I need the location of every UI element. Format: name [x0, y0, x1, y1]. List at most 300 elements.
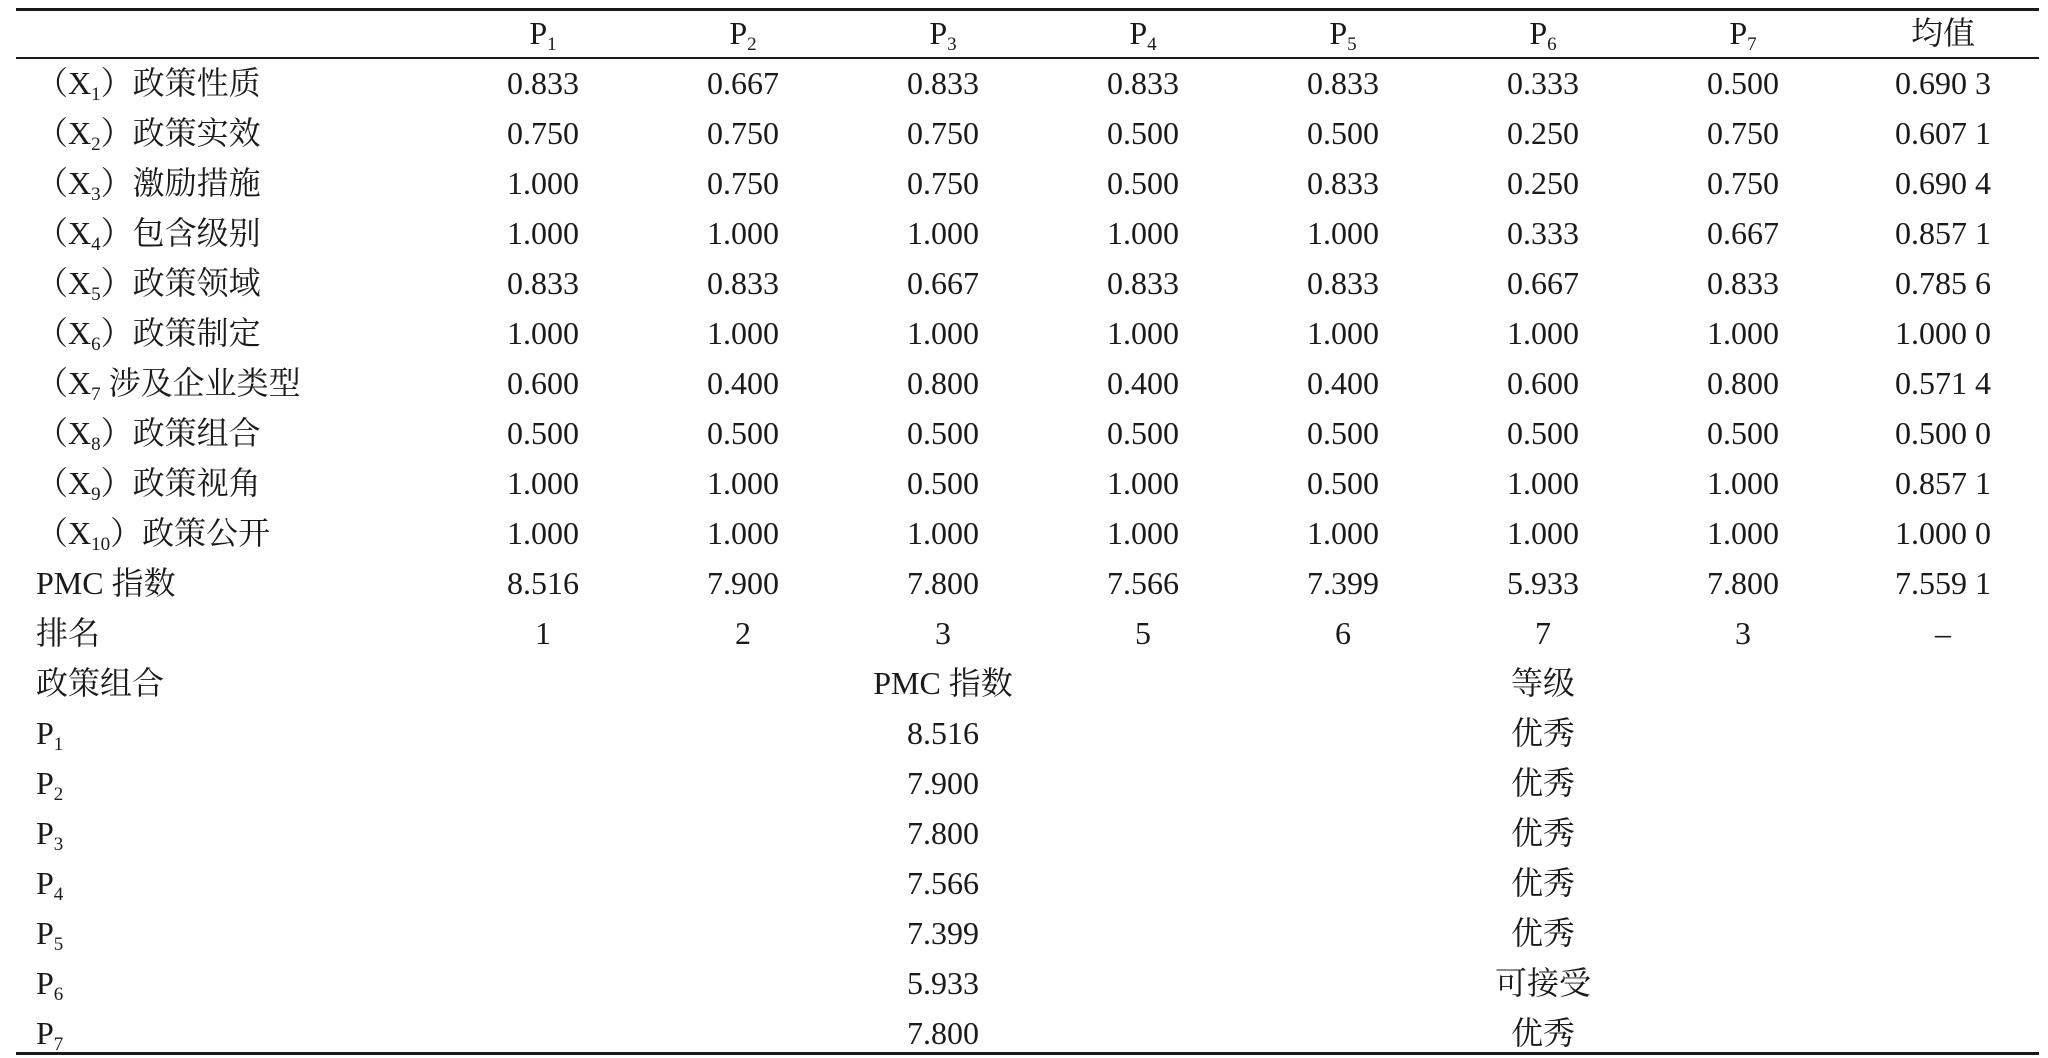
cell-text: 7.399 — [907, 915, 979, 951]
cell-text: 1.000 — [1707, 465, 1779, 501]
table-cell — [1707, 108, 1779, 158]
cell-text: 优秀 — [1510, 915, 1576, 951]
table-row — [0, 308, 2048, 358]
table-cell — [507, 408, 579, 458]
cell-text: 0.333 — [1507, 65, 1579, 101]
table-cell — [707, 408, 779, 458]
cell-text: 0.857 1 — [1895, 465, 1991, 501]
cell-text: 0.500 — [507, 415, 579, 451]
table-cell — [1707, 508, 1779, 558]
cell-text: 0.833 — [1707, 265, 1779, 301]
table-cell — [507, 558, 579, 608]
table-cell — [507, 508, 579, 558]
cell-text: 8.516 — [907, 715, 979, 751]
table-cell — [1107, 58, 1179, 108]
cell-text: 0.750 — [507, 115, 579, 151]
table-cell — [1307, 158, 1379, 208]
table-cell — [1507, 558, 1579, 608]
cell-text: 0.833 — [1107, 65, 1179, 101]
cell-text: ）包含级别 — [100, 215, 261, 251]
table-cell — [535, 608, 551, 658]
cell-text: 1.000 — [507, 315, 579, 351]
row-label — [36, 208, 261, 258]
cell-text: （X — [36, 165, 92, 201]
cell-text: 0.833 — [507, 265, 579, 301]
cell-text: 0.500 0 — [1895, 415, 1991, 451]
table-cell — [907, 108, 979, 158]
cell-text: 1.000 — [1307, 315, 1379, 351]
cell-text: P — [1129, 15, 1148, 51]
grade-policy — [36, 808, 63, 858]
cell-text: P — [36, 815, 54, 851]
row-label — [36, 158, 261, 208]
grade-policy — [36, 1008, 63, 1058]
table-cell — [707, 258, 779, 308]
table-cell — [1507, 58, 1579, 108]
cell-text: 0.690 3 — [1895, 65, 1991, 101]
cell-text: 0.833 — [1107, 265, 1179, 301]
table-row — [0, 608, 2048, 658]
table-cell — [1707, 358, 1779, 408]
grade-policy — [36, 858, 63, 908]
table-cell — [1895, 458, 1991, 508]
cell-text: 0.833 — [507, 65, 579, 101]
cell-text: 7.900 — [907, 765, 979, 801]
cell-text: 0.833 — [907, 65, 979, 101]
table-cell — [707, 558, 779, 608]
table-cell — [907, 408, 979, 458]
cell-text: ）政策公开 — [110, 515, 271, 551]
subscript: 5 — [1347, 34, 1357, 55]
table-row — [0, 458, 2048, 508]
cell-text: （X — [36, 365, 92, 401]
table-cell — [907, 258, 979, 308]
table-cell — [1895, 258, 1991, 308]
cell-text: 0.750 — [707, 115, 779, 151]
subscript: 1 — [91, 84, 101, 105]
grade-header-pmc — [873, 658, 1013, 708]
subscript: 2 — [91, 134, 101, 155]
row-label — [36, 458, 261, 508]
table-cell — [1535, 608, 1551, 658]
cell-text: 1.000 — [707, 215, 779, 251]
grade-level — [1511, 708, 1575, 758]
grade-row — [0, 858, 2048, 908]
cell-text: ）政策领域 — [100, 265, 261, 301]
row-label — [36, 558, 176, 608]
grade-pmc — [907, 808, 979, 858]
cell-text: （X — [36, 215, 92, 251]
table-row — [0, 508, 2048, 558]
cell-text: 0.500 — [1307, 465, 1379, 501]
cell-text: 等级 — [1510, 665, 1576, 701]
cell-text: 1.000 — [507, 165, 579, 201]
grade-level — [1511, 858, 1575, 908]
table-cell — [507, 258, 579, 308]
table-cell — [507, 308, 579, 358]
cell-text: P — [1729, 15, 1748, 51]
subscript: 8 — [91, 434, 101, 455]
cell-text: 优秀 — [1510, 815, 1576, 851]
table-cell — [507, 458, 579, 508]
table-cell — [1107, 158, 1179, 208]
cell-text: 0.833 — [1307, 165, 1379, 201]
cell-text: 0.500 — [1107, 165, 1179, 201]
cell-text: 0.667 — [907, 265, 979, 301]
table-cell — [707, 58, 779, 108]
cell-text: P — [1329, 15, 1348, 51]
grade-pmc — [907, 858, 979, 908]
cell-text: 7.900 — [707, 565, 779, 601]
grade-level — [1511, 808, 1575, 858]
cell-text: 1.000 0 — [1895, 515, 1991, 551]
cell-text: 1.000 — [1307, 215, 1379, 251]
cell-text: 0.333 — [1507, 215, 1579, 251]
cell-text: 0.667 — [1507, 265, 1579, 301]
table-cell — [907, 508, 979, 558]
table-cell — [907, 308, 979, 358]
subscript: 7 — [91, 384, 101, 405]
cell-text: 1.000 — [907, 215, 979, 251]
cell-text: 1.000 — [907, 515, 979, 551]
row-label — [36, 508, 270, 558]
table-cell — [1307, 58, 1379, 108]
table-cell — [1507, 108, 1579, 158]
table-row — [0, 408, 2048, 458]
cell-text: 可接受 — [1494, 965, 1592, 1001]
grade-row — [0, 958, 2048, 1008]
table-cell — [1507, 208, 1579, 258]
cell-text: （X — [36, 465, 92, 501]
cell-text: 7.566 — [907, 865, 979, 901]
cell-text: 0.400 — [707, 365, 779, 401]
cell-text: 0.250 — [1507, 165, 1579, 201]
subscript: 1 — [53, 734, 64, 755]
cell-text: PMC 指数 — [36, 565, 176, 601]
table-cell — [1707, 408, 1779, 458]
cell-text: 0.750 — [907, 115, 979, 151]
cell-text: 3 — [935, 615, 951, 651]
cell-text: 0.785 6 — [1895, 265, 1991, 301]
column-header — [1329, 8, 1356, 58]
cell-text: ）政策实效 — [100, 115, 261, 151]
grade-level — [1495, 958, 1591, 1008]
table-cell — [507, 58, 579, 108]
table-cell — [735, 608, 751, 658]
cell-text: 1.000 0 — [1895, 315, 1991, 351]
row-label — [36, 358, 301, 408]
table-cell — [1707, 308, 1779, 358]
subscript: 5 — [53, 934, 64, 955]
cell-text: 1.000 — [1507, 315, 1579, 351]
cell-text: 1.000 — [1107, 215, 1179, 251]
cell-text: P — [36, 715, 54, 751]
cell-text: 0.400 — [1107, 365, 1179, 401]
cell-text: ）政策性质 — [100, 65, 261, 101]
cell-text: P — [36, 765, 54, 801]
cell-text: 0.500 — [1507, 415, 1579, 451]
column-header — [1911, 8, 1975, 58]
cell-text: 3 — [1735, 615, 1751, 651]
table-cell — [1307, 108, 1379, 158]
cell-text: P — [36, 865, 54, 901]
table-cell — [507, 358, 579, 408]
cell-text: 7.800 — [907, 815, 979, 851]
cell-text: P — [929, 15, 948, 51]
cell-text: P — [36, 1015, 54, 1051]
cell-text: 1.000 — [707, 315, 779, 351]
cell-text: 0.500 — [1307, 115, 1379, 151]
table-cell — [1335, 608, 1351, 658]
cell-text: （X — [36, 65, 92, 101]
table-cell — [707, 458, 779, 508]
table-row — [0, 58, 2048, 108]
cell-text: 0.690 4 — [1895, 165, 1991, 201]
column-header — [1129, 8, 1156, 58]
table-cell — [1107, 508, 1179, 558]
table-cell — [1307, 358, 1379, 408]
table-cell — [1507, 258, 1579, 308]
grade-row — [0, 1008, 2048, 1058]
table-cell — [1707, 58, 1779, 108]
table-cell — [1107, 358, 1179, 408]
cell-text: 均值 — [1910, 15, 1976, 51]
table-row — [0, 558, 2048, 608]
cell-text: ）政策制定 — [100, 315, 261, 351]
subscript: 7 — [1747, 34, 1757, 55]
table-row — [0, 258, 2048, 308]
table-cell — [1107, 108, 1179, 158]
subscript: 3 — [947, 34, 957, 55]
cell-text: （X — [36, 515, 92, 551]
cell-text: 2 — [735, 615, 751, 651]
cell-text: 1.000 — [507, 215, 579, 251]
cell-text: 7.559 1 — [1895, 565, 1991, 601]
cell-text: – — [1935, 615, 1951, 651]
cell-text: 1.000 — [707, 515, 779, 551]
cell-text: 0.571 4 — [1895, 365, 1991, 401]
cell-text: 0.500 — [907, 465, 979, 501]
table-cell — [1507, 408, 1579, 458]
table-cell — [907, 458, 979, 508]
cell-text: 优秀 — [1510, 715, 1576, 751]
row-label — [36, 58, 261, 108]
row-label — [36, 308, 261, 358]
table-cell — [1307, 308, 1379, 358]
column-header — [929, 8, 956, 58]
table-cell — [1707, 458, 1779, 508]
cell-text: 7.800 — [1707, 565, 1779, 601]
table-cell — [1107, 408, 1179, 458]
cell-text: 7 — [1535, 615, 1551, 651]
subscript: 4 — [91, 234, 101, 255]
cell-text: 0.600 — [507, 365, 579, 401]
table-cell — [907, 358, 979, 408]
grade-pmc — [907, 1008, 979, 1058]
table-cell — [1895, 558, 1991, 608]
table-cell — [907, 558, 979, 608]
cell-text: 1.000 — [1507, 465, 1579, 501]
cell-text: 0.400 — [1307, 365, 1379, 401]
cell-text: 0.750 — [1707, 165, 1779, 201]
grade-row — [0, 808, 2048, 858]
subscript: 4 — [53, 884, 64, 905]
cell-text: ）政策组合 — [100, 415, 261, 451]
cell-text: 0.833 — [707, 265, 779, 301]
cell-text: 0.833 — [1307, 65, 1379, 101]
table-cell — [1895, 408, 1991, 458]
cell-text: 1.000 — [1107, 315, 1179, 351]
subscript: 9 — [91, 484, 101, 505]
cell-text: 0.500 — [1107, 115, 1179, 151]
row-label — [36, 258, 261, 308]
grade-pmc — [907, 958, 979, 1008]
table-cell — [507, 108, 579, 158]
cell-text: P — [529, 15, 548, 51]
table-cell — [1135, 608, 1151, 658]
table-cell — [1707, 208, 1779, 258]
cell-text: P — [36, 965, 54, 1001]
cell-text: 0.500 — [1307, 415, 1379, 451]
table-cell — [1107, 458, 1179, 508]
grade-pmc — [907, 708, 979, 758]
subscript: 6 — [91, 334, 101, 355]
table-cell — [707, 208, 779, 258]
table-row — [0, 358, 2048, 408]
table-cell — [1895, 58, 1991, 108]
cell-text: 0.750 — [707, 165, 779, 201]
cell-text: 涉及企业类型 — [100, 365, 301, 401]
cell-text: 0.800 — [907, 365, 979, 401]
subscript: 3 — [53, 834, 64, 855]
table-cell — [935, 608, 951, 658]
table-cell — [1895, 208, 1991, 258]
table-cell — [1895, 308, 1991, 358]
table-cell — [1935, 608, 1951, 658]
cell-text: 1 — [535, 615, 551, 651]
cell-text: 优秀 — [1510, 865, 1576, 901]
cell-text: 0.500 — [707, 415, 779, 451]
table-cell — [1507, 458, 1579, 508]
cell-text: P — [1529, 15, 1548, 51]
subscript: 6 — [53, 984, 64, 1005]
table-cell — [1507, 358, 1579, 408]
cell-text: ）政策视角 — [100, 465, 261, 501]
cell-text: 1.000 — [1107, 515, 1179, 551]
table-row — [0, 108, 2048, 158]
cell-text: 排名 — [36, 615, 101, 651]
cell-text: （X — [36, 415, 92, 451]
table-cell — [907, 58, 979, 108]
subscript: 2 — [747, 34, 757, 55]
cell-text: 5 — [1135, 615, 1151, 651]
cell-text: P — [36, 915, 54, 951]
table-cell — [1107, 258, 1179, 308]
cell-text: （X — [36, 265, 92, 301]
table-cell — [1895, 358, 1991, 408]
cell-text: 1.000 — [707, 465, 779, 501]
table-cell — [707, 308, 779, 358]
table-cell — [1307, 208, 1379, 258]
cell-text: （X — [36, 115, 92, 151]
table-cell — [1507, 308, 1579, 358]
cell-text: 8.516 — [507, 565, 579, 601]
cell-text: 7.800 — [907, 1015, 979, 1051]
cell-text: 0.500 — [1707, 415, 1779, 451]
cell-text: 0.500 — [1707, 65, 1779, 101]
grade-level — [1511, 908, 1575, 958]
cell-text: 0.667 — [707, 65, 779, 101]
subscript: 6 — [1547, 34, 1557, 55]
subscript: 4 — [1147, 34, 1157, 55]
grade-header-policy — [36, 658, 164, 708]
cell-text: 优秀 — [1510, 765, 1576, 801]
grade-row — [0, 908, 2048, 958]
cell-text: 0.857 1 — [1895, 215, 1991, 251]
cell-text: 0.800 — [1707, 365, 1779, 401]
cell-text: 0.500 — [907, 415, 979, 451]
grade-level — [1511, 1008, 1575, 1058]
cell-text: 1.000 — [1307, 515, 1379, 551]
cell-text: 5.933 — [907, 965, 979, 1001]
table-cell — [1307, 458, 1379, 508]
cell-text: 0.833 — [1307, 265, 1379, 301]
table-cell — [1107, 558, 1179, 608]
subscript: 5 — [91, 284, 101, 305]
cell-text: 优秀 — [1510, 1015, 1576, 1051]
cell-text: 1.000 — [1107, 465, 1179, 501]
cell-text: （X — [36, 315, 92, 351]
table-cell — [707, 158, 779, 208]
cell-text: PMC 指数 — [873, 665, 1013, 701]
grade-pmc — [907, 908, 979, 958]
table-row — [0, 158, 2048, 208]
cell-text: P — [729, 15, 748, 51]
column-header — [529, 8, 556, 58]
cell-text: 7.800 — [907, 565, 979, 601]
subscript: 3 — [91, 184, 101, 205]
table-cell — [707, 508, 779, 558]
table-cell — [1707, 158, 1779, 208]
table-cell — [1707, 558, 1779, 608]
cell-text: 0.667 — [1707, 215, 1779, 251]
grade-policy — [36, 708, 63, 758]
cell-text: 7.399 — [1307, 565, 1379, 601]
subscript: 7 — [53, 1034, 64, 1055]
grade-policy — [36, 958, 63, 1008]
column-header — [1729, 8, 1756, 58]
subscript: 1 — [547, 34, 557, 55]
table-cell — [1735, 608, 1751, 658]
table-cell — [907, 208, 979, 258]
grade-policy — [36, 758, 63, 808]
column-header — [1529, 8, 1556, 58]
grade-header-level — [1511, 658, 1575, 708]
row-label — [36, 108, 261, 158]
grade-pmc — [907, 758, 979, 808]
cell-text: 7.566 — [1107, 565, 1179, 601]
table-cell — [907, 158, 979, 208]
table-cell — [1307, 408, 1379, 458]
table-cell — [1895, 508, 1991, 558]
table-cell — [1895, 158, 1991, 208]
grade-level — [1511, 758, 1575, 808]
grade-row — [0, 758, 2048, 808]
cell-text: 1.000 — [507, 465, 579, 501]
table-cell — [1895, 108, 1991, 158]
cell-text: 5.933 — [1507, 565, 1579, 601]
cell-text: 政策组合 — [36, 665, 165, 701]
